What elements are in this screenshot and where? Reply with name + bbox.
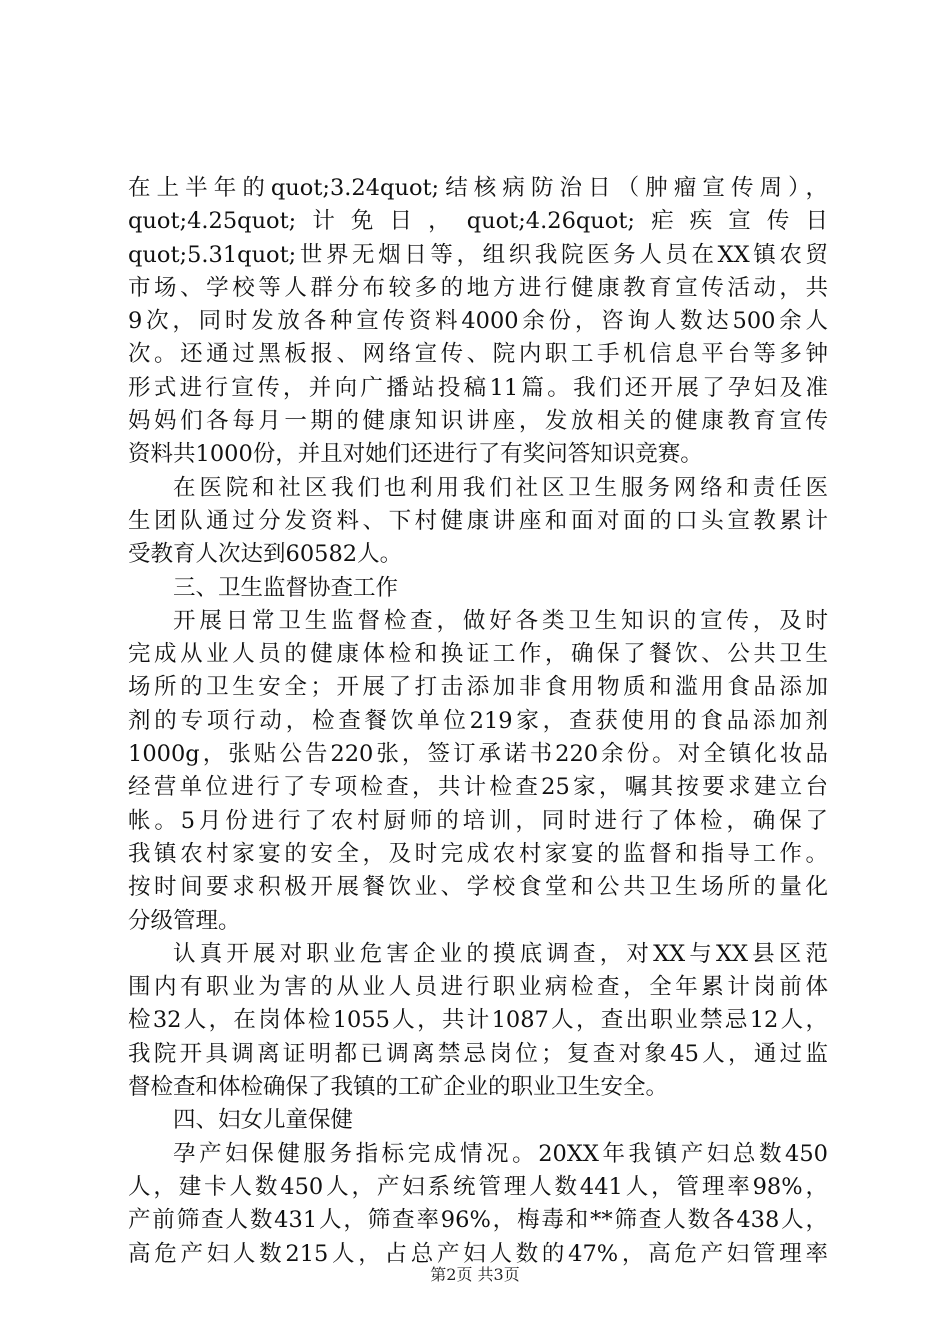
text-line: 孕产妇保健服务指标完成情况。20XX年我镇产妇总数450 [173,1140,828,1167]
text-line: 三、卫生监督协查工作 [173,574,399,601]
text-line: 按时间要求积极开展餐饮业、学校食堂和公共卫生场所的量化 [128,874,828,901]
text-line: 次。还通过黑板报、网络宣传、院内职工手机信息平台等多钟 [128,341,828,368]
text-line: 场所的卫生安全；开展了打击添加非食用物质和滥用食品添加 [128,674,828,701]
text-line: 生团队通过分发资料、下村健康讲座和面对面的口头宣教累计 [128,507,828,534]
text-line: 围内有职业为害的从业人员进行职业病检查，全年累计岗前体 [128,974,828,1001]
text-line: 四、妇女儿童保健 [173,1107,354,1134]
text-line: 受教育人次达到60582人。 [128,541,403,568]
text-line: 分级管理。 [128,907,241,934]
text-line: 经营单位进行了专项检查，共计检查25家，嘱其按要求建立台 [128,774,828,801]
text-line: 我镇农村家宴的安全，及时完成农村家宴的监督和指导工作。 [128,840,828,867]
text-line: 开展日常卫生监督检查，做好各类卫生知识的宣传，及时 [173,607,828,634]
text-line: 高危产妇人数215人，占总产妇人数的47%，高危产妇管理率 [128,1240,828,1267]
text-line: 形式进行宣传，并向广播站投稿11篇。我们还开展了孕妇及准 [128,374,828,401]
text-line: 人，建卡人数450人，产妇系统管理人数441人，管理率98%， [128,1173,828,1200]
text-line: 我院开具调离证明都已调离禁忌岗位；复查对象45人，通过监 [128,1040,828,1067]
text-line: 完成从业人员的健康体检和换证工作，确保了餐饮、公共卫生 [128,641,828,668]
text-line: 9次，同时发放各种宣传资料4000余份，咨询人数达500余人 [128,308,828,335]
text-line: 督检查和体检确保了我镇的工矿企业的职业卫生安全。 [128,1074,669,1101]
text-line: quot;4.25quot;计免日，quot;4.26quot;疟疾宣传日 [128,208,828,235]
text-line: 妈妈们各每月一期的健康知识讲座，发放相关的健康教育宣传 [128,408,828,435]
text-line: 剂的专项行动，检查餐饮单位219家，查获使用的食品添加剂 [128,707,828,734]
page-footer: 第2页 共3页 [430,1265,520,1284]
text-line: 帐。5月份进行了农村厨师的培训，同时进行了体检，确保了 [128,807,828,834]
text-line: 在上半年的quot;3.24quot;结核病防治日（肿瘤宣传周）， [128,175,828,201]
text-line: 1000g，张贴公告220张，签订承诺书220余份。对全镇化妆品 [128,741,828,768]
text-line: quot;5.31quot;世界无烟日等，组织我院医务人员在XX镇农贸 [128,241,828,268]
text-line: 认真开展对职业危害企业的摸底调查，对XX与XX县区范 [173,940,828,967]
text-line: 产前筛查人数431人，筛查率96%，梅毒和**筛查人数各438人， [128,1207,828,1234]
text-line: 检32人，在岗体检1055人，共计1087人，查出职业禁忌12人， [128,1007,828,1034]
text-line: 市场、学校等人群分布较多的地方进行健康教育宣传活动，共 [128,274,828,301]
document-body [128,172,828,1271]
text-line: 资料共1000份，并且对她们还进行了有奖问答知识竞赛。 [128,441,703,468]
text-line: 在医院和社区我们也利用我们社区卫生服务网络和责任医 [173,474,828,501]
